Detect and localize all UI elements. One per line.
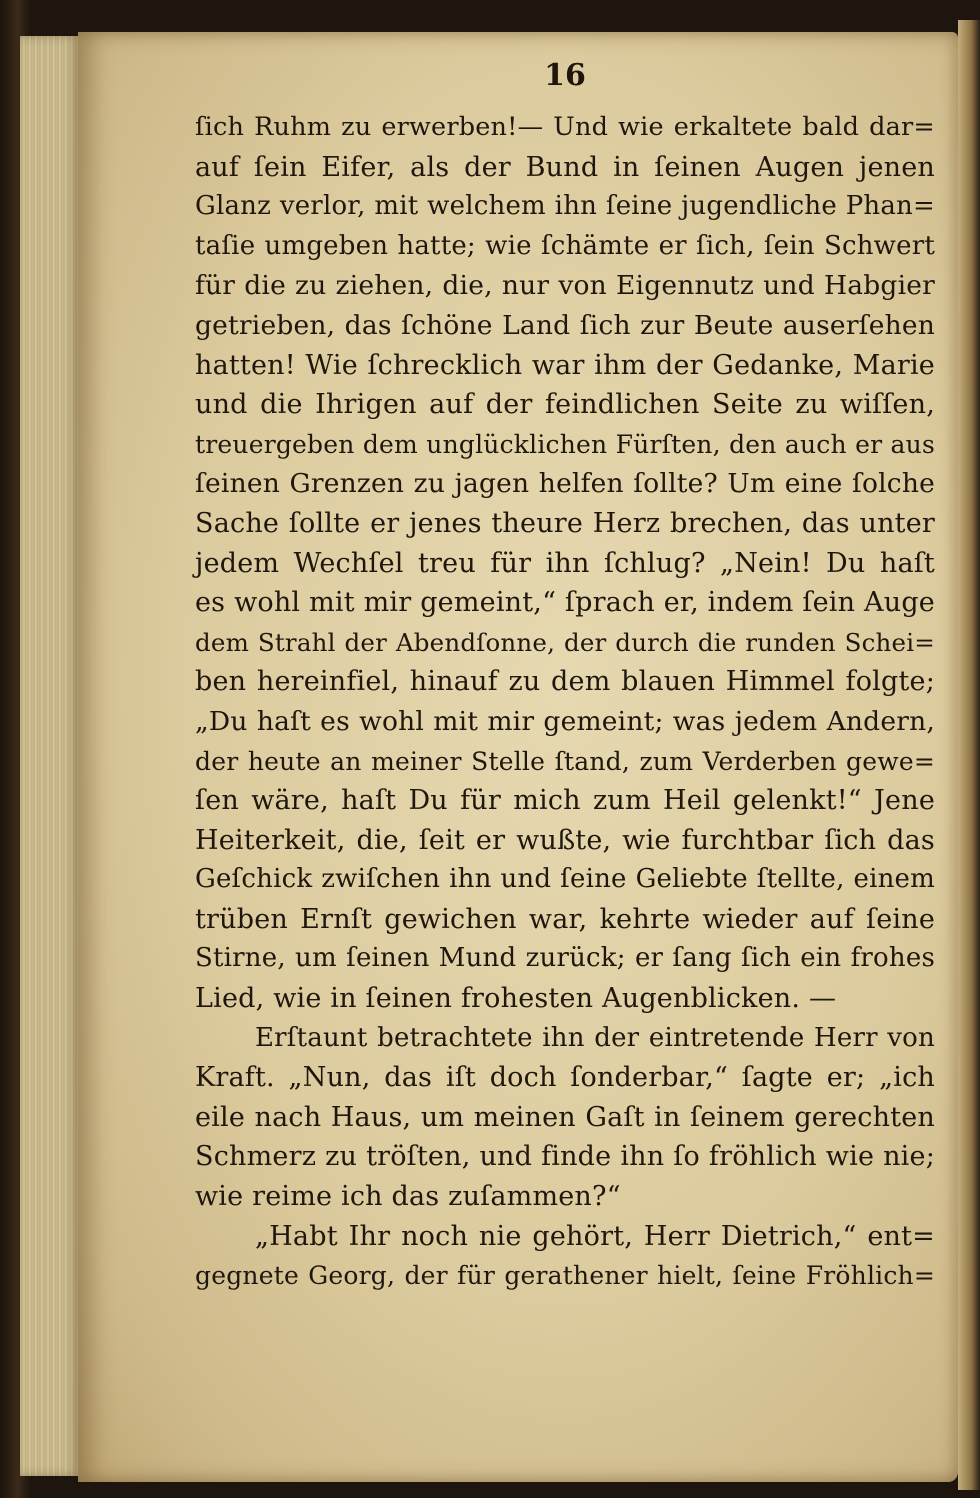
text-line: auf ſein Eifer, als der Bund in ſeinen Augen jenen <box>195 151 935 183</box>
text-line: Schmerz zu tröſten, und finde ihn ſo fröhlich wie nie; <box>195 1141 935 1173</box>
body-text <box>195 108 935 1296</box>
text-line: ſen wäre, haſt Du für mich zum Heil gelenkt!“ Jene <box>195 785 935 817</box>
text-line: Lied, wie in ſeinen frohesten Augenblicken. — <box>195 983 837 1015</box>
text-line: trüben Ernſt gewichen war, kehrte wieder auf ſeine <box>195 903 935 935</box>
text-line: hatten! Wie ſchrecklich war ihm der Gedanke, Marie <box>195 349 935 381</box>
text-line: jedem Wechſel treu für ihn ſchlug? „Nein! Du haſt <box>195 547 935 579</box>
text-line: Sache ſollte er jenes theure Herz brechen, das unter <box>195 507 935 539</box>
text-line: es wohl mit mir gemeint,“ ſprach er, indem ſein Auge <box>195 587 935 619</box>
paragraph-start-line: „Habt Ihr noch nie gehört, Herr Dietrich,“ ent= <box>255 1220 935 1252</box>
page-stack-edge <box>20 36 80 1476</box>
text-line: Glanz verlor, mit welchem ihn ſeine jugendliche Phan= <box>195 191 935 222</box>
page-number: 16 <box>544 58 586 93</box>
text-line: treuergeben dem unglücklichen Fürſten, den auch er aus <box>195 429 935 459</box>
text-line: eile nach Haus, um meinen Gaſt in ſeinem gerechten <box>195 1101 935 1133</box>
text-line: der heute an meiner Stelle ſtand, zum Verderben gewe= <box>195 746 935 776</box>
page-right-edge <box>958 20 980 1490</box>
text-line: „Du haſt es wohl mit mir gemeint; was jedem Andern, <box>195 705 935 737</box>
text-line: Stirne, um ſeinen Mund zurück; er ſang ſich ein frohes <box>195 943 935 974</box>
text-line: für die zu ziehen, die, nur von Eigennutz und Habgier <box>195 270 935 302</box>
text-line: ſich Ruhm zu erwerben!— Und wie erkaltete bald dar= <box>195 112 935 142</box>
text-line: gegnete Georg, der für gerathener hielt, ſeine Fröhlich= <box>195 1261 935 1291</box>
paragraph-start-line: Erſtaunt betrachtete ihn der eintretende Herr von <box>255 1022 935 1053</box>
text-line: ſeinen Grenzen zu jagen helfen ſollte? Um eine ſolche <box>195 468 935 500</box>
text-line: dem Strahl der Abendſonne, der durch die runden Schei= <box>195 627 935 657</box>
text-line: Heiterkeit, die, ſeit er wußte, wie furchtbar ſich das <box>195 824 935 856</box>
text-line: taſie umgeben hatte; wie ſchämte er ſich, ſein Schwert <box>195 230 935 261</box>
text-line: Geſchick zwiſchen ihn und ſeine Geliebte ſtellte, einem <box>195 864 935 895</box>
text-line: getrieben, das ſchöne Land ſich zur Beute auserſehen <box>195 309 935 341</box>
text-line: wie reime ich das zuſammen?“ <box>195 1181 621 1213</box>
text-line: Kraft. „Nun, das iſt doch ſonderbar,“ ſagte er; „ich <box>195 1062 935 1094</box>
text-line: ben hereinfiel, hinauf zu dem blauen Himmel folgte; <box>195 666 935 698</box>
text-line: und die Ihrigen auf der feindlichen Seite zu wiſſen, <box>195 389 935 421</box>
